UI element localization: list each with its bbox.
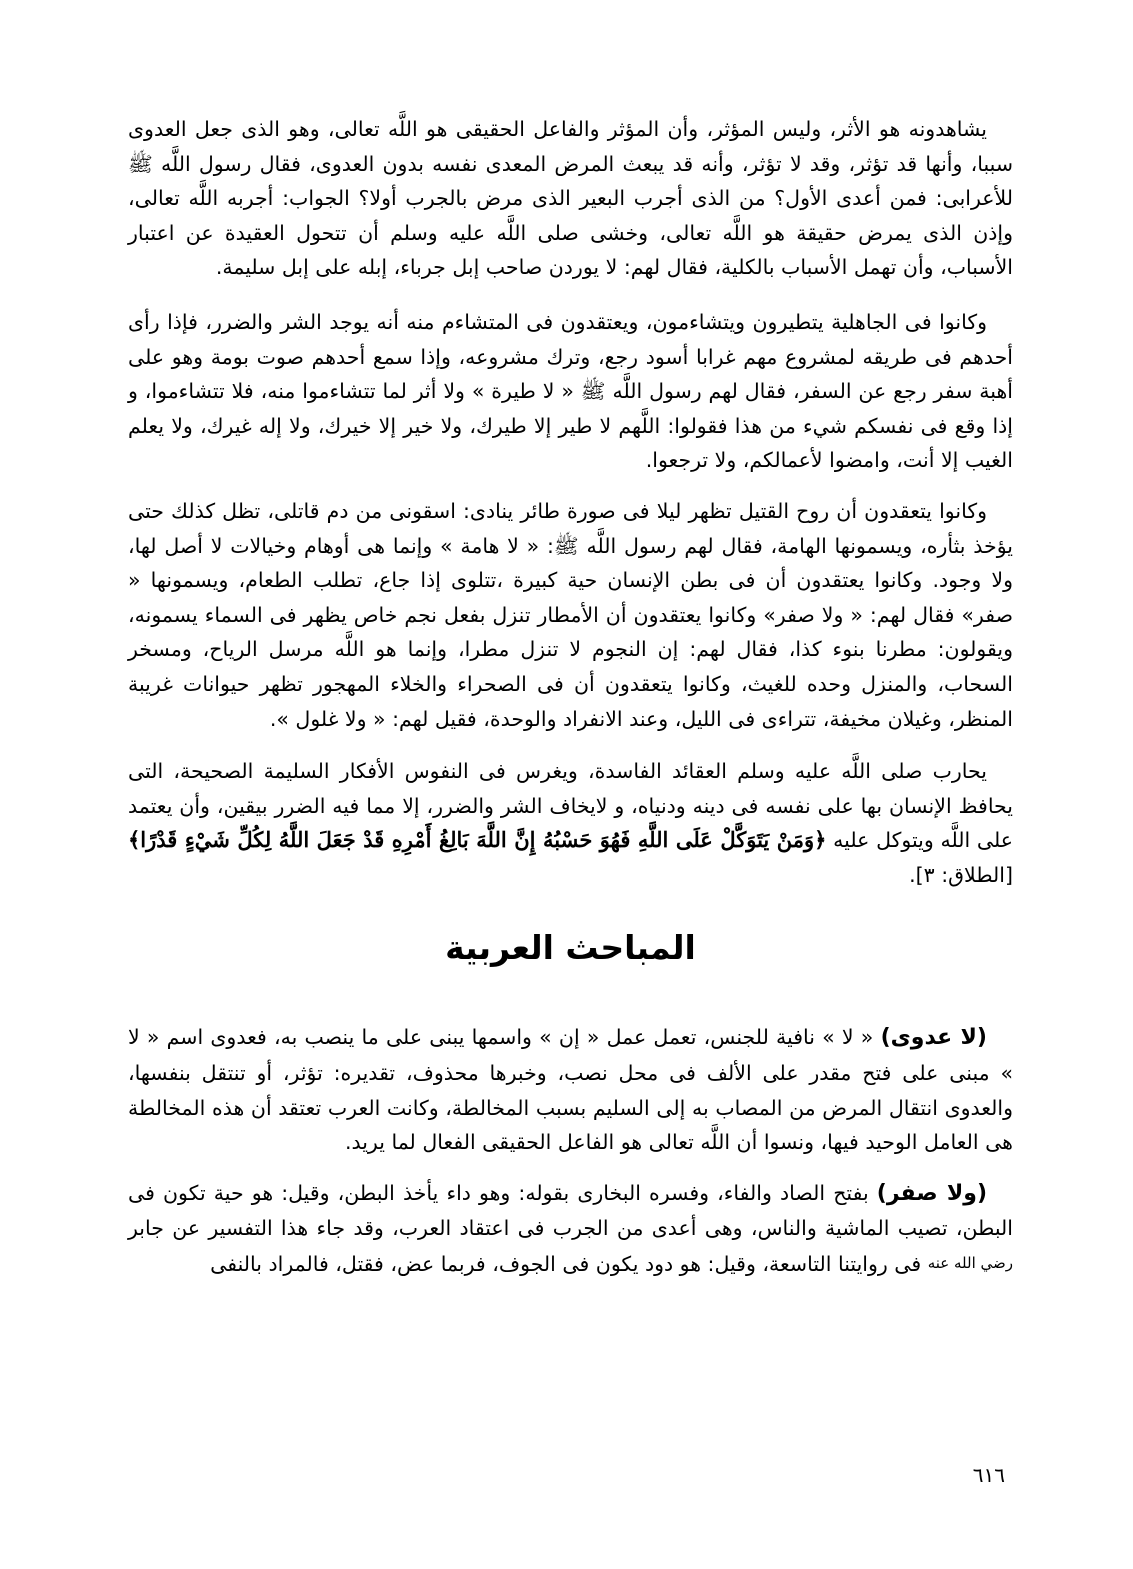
verse-citation: [الطلاق: ٣].: [909, 862, 1013, 887]
paragraph-text: يشاهدونه هو الأثر، وليس المؤثر، وأن المؤثر والفاعل الحقيقى هو اللَّه تعالى، وهو الذى جعل العدوى سببا، وأنها قد تؤثر، وقد لا تؤثر، وأنه قد يبعث المرض المعدى نفسه بدون العدوى، فقال رسول اللَّه ﷺ للأعرابى: فمن أعدى الأول؟ من الذى أجرب البعير الذى مرض بالجرب أولا؟ الجواب: أجربه اللَّه تعالى، وإذن الذى يمرض حقيقة هو اللَّه تعالى، وخشى صلى اللَّه عليه وسلم أن تتحول العقيدة عن اعتبار الأسباب، وأن تهمل الأسباب بالكلية، فقال لهم: لا يوردن صاحب إبل جرباء، إبله على إبل سليمة.: [128, 117, 1013, 280]
paragraph-reliance: [128, 754, 1013, 892]
note-text: بفتح الصاد والفاء، وفسره البخارى بقوله: وهو داء يأخذ البطن، وقيل: هو حية تكون فى البطن، تصيب الماشية والناس، وهى أعدى من الجرب فى اعتقاد العرب، وقد جاء هذا التفسير عن جابر: [128, 1180, 1013, 1241]
note-la-adwa: [128, 1020, 1013, 1159]
note-text: « لا » نافية للجنس، تعمل عمل « إن » واسمها يبنى على ما ينصب به، فعدوى اسم « لا » مبنى على فتح مقدر على الألف فى محل نصب، وخبرها محذوف، تقديره: تؤثر، أو تنتقل بنفسها، والعدوى انتقال المرض من المصاب به إلى السليم بسبب المخالطة، وكانت العرب تعتقد أن هذه المخالطة هى العامل الوحيد فيها، ونسوا أن اللَّه تعالى هو الفاعل الحقيقى الفعال لما يريد.: [128, 1025, 1013, 1155]
note-term: (لا عدوى): [880, 1025, 987, 1051]
paragraph-superstitions: [128, 494, 1013, 736]
quran-verse: ﴿وَمَنْ يَتَوَكَّلْ عَلَى اللَّهِ فَهُوَ حَسْبُهُ إِنَّ اللَّهَ بَالِغُ أَمْرِهِ قَدْ جَعَلَ اللَّهُ لِكُلِّ شَيْءٍ قَدْرًا﴾: [128, 827, 827, 853]
note-text-continued: فى روايتنا التاسعة، وقيل: هو دود يكون فى الجوف، فربما عض، فقتل، فالمراد بالنفى: [210, 1252, 928, 1277]
paragraph-text: وكانوا يتعقدون أن روح القتيل تظهر ليلا فى صورة طائر ينادى: اسقونى من دم قاتلى، تظل كذلك حتى يؤخذ بثأره، ويسمونها الهامة، فقال لهم رسول اللَّه ﷺ: « لا هامة » وإنما هى أوهام وخيالات لا أصل لها، ولا وجود. وكانوا يعتقدون أن فى بطن الإنسان حية كبيرة ،تتلوى إذا جاع، تطلب الطعام، ويسمونها « صفر» فقال لهم: « ولا صفر» وكانوا يعتقدون أن الأمطار تنزل بفعل نجم خاص يظهر فى السماء يسمونه، ويقولون: مطرنا بنوء كذا، فقال لهم: إن النجوم لا تنزل مطرا، وإنما هو اللَّه مرسل الرياح، ومسخر السحاب، والمنزل وحده للغيث، وكانوا يتعقدون أن فى الصحراء والخلاء المهجور تظهر حيوانات غريبة المنظر، وغيلان مخيفة، تتراءى فى الليل، وعند الانفراد والوحدة، فقيل لهم: « ولا غلول ».: [128, 498, 1013, 731]
document-page: [128, 112, 1013, 1282]
paragraph-continuation: [128, 112, 1013, 285]
paragraph-text: يحارب صلى اللَّه عليه وسلم العقائد الفاسدة، ويغرس فى النفوس الأفكار السليمة الصحيحة، التى يحافظ الإنسان بها على نفسه فى دينه ودنياه، و لايخاف الشر والضرر، إلا مما فيه الضرر بيقين، وأن يعتمد على اللَّه ويتوكل عليه: [128, 759, 1013, 853]
page-number: ٦١٦: [972, 1463, 1005, 1487]
section-heading: المباحث العربية: [445, 928, 696, 968]
note-wala-safar: [128, 1176, 1013, 1282]
note-term: (ولا صفر): [876, 1180, 987, 1206]
paragraph-text: وكانوا فى الجاهلية يتطيرون ويتشاءمون، ويعتقدون فى المتشاءم منه أنه يوجد الشر والضرر، فإذا رأى أحدهم فى طريقه لمشروع مهم غرابا أسود رجع، وترك مشروعه، وإذا سمع أحدهم صوت بومة وهو على أهبة سفر رجع عن السفر، فقال لهم رسول اللَّه ﷺ « لا طيرة » ولا أثر لما تتشاءموا منه، فلا تتشاءموا، و إذا وقع فى نفسكم شيء من هذا فقولوا: اللَّهم لا طير إلا طيرك، ولا خير إلا خيرك، ولا إله غيرك، ولا يعلم الغيب إلا أنت، وامضوا لأعمالكم، ولا ترجعوا.: [128, 309, 1013, 473]
honorific-symbol: رضي الله عنه: [927, 1254, 1013, 1273]
paragraph-omens: [128, 305, 1013, 478]
